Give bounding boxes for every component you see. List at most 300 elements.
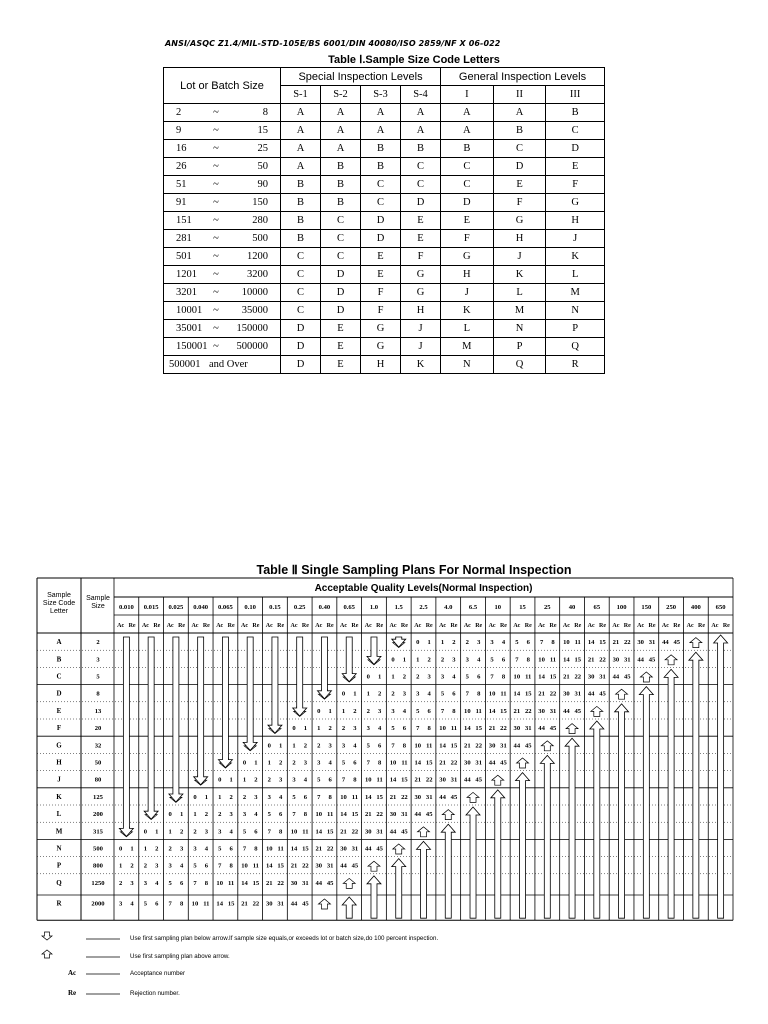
re-value: 11 <box>450 725 458 733</box>
code-letter-cell: D <box>441 194 494 212</box>
ac-value: 3 <box>317 759 321 767</box>
code-letter-cell: C <box>281 302 321 320</box>
re-value: 11 <box>203 900 210 908</box>
ac-value: 14 <box>216 900 224 908</box>
code-letter-cell: D <box>321 266 361 284</box>
code-letter-cell: D <box>493 158 546 176</box>
code-letter-cell: A <box>493 104 546 122</box>
lot-to: 3200 <box>247 269 268 280</box>
arrow-up-icon <box>392 859 406 919</box>
re-value: 22 <box>376 811 383 819</box>
code-letter-cell: P <box>546 320 605 338</box>
re-value: 4 <box>427 690 431 698</box>
re-value: 2 <box>402 673 407 681</box>
ac-value: 2 <box>465 639 469 647</box>
re-value: 4 <box>303 776 308 784</box>
ac-label: Ac <box>141 623 149 629</box>
arrow-up-icon <box>368 861 380 871</box>
arrow-up-icon <box>318 899 330 909</box>
ac-value: 5 <box>267 811 271 819</box>
ac-value: 7 <box>416 725 420 733</box>
ac-value: 1 <box>193 811 197 819</box>
lot-sep: ~ <box>213 323 219 334</box>
re-value: 11 <box>500 690 507 698</box>
re-value: 6 <box>204 862 209 870</box>
aql-label: 25 <box>544 604 551 611</box>
code-letter-cell: A <box>321 122 361 140</box>
re-value: 3 <box>130 879 134 887</box>
ac-value: 5 <box>515 639 519 647</box>
re-value: 6 <box>278 811 283 819</box>
aql-label: 6.5 <box>468 604 478 611</box>
ac-value: 30 <box>389 811 397 819</box>
ac-value: 5 <box>143 900 148 908</box>
re-value: 1 <box>278 742 283 750</box>
re-value: 45 <box>326 879 334 887</box>
ac-label: Ac <box>562 623 570 629</box>
lot-to: 35000 <box>241 305 268 316</box>
re-value: 1 <box>229 776 233 784</box>
code-letter-cell: K <box>401 356 441 374</box>
arrow-up-icon <box>714 635 728 918</box>
re-value: 1 <box>155 828 159 836</box>
re-value: 15 <box>549 673 557 681</box>
re-value: 1 <box>204 793 209 801</box>
re-label: Re <box>425 623 433 629</box>
sample-size: 80 <box>94 776 102 784</box>
lot-from: 2 <box>176 107 182 118</box>
re-value: 3 <box>155 862 159 870</box>
ac-value: 7 <box>292 811 296 819</box>
lot-sep: ~ <box>213 269 219 280</box>
code-letter-cell: E <box>493 176 546 194</box>
code-letter-cell: B <box>281 194 321 212</box>
standard-reference: ANSI/ASQC Z1.4/MIL-STD-105E/BS 6001/DIN 40080/ISO 2859/NF X 06-022 <box>165 39 501 48</box>
ac-value: 14 <box>513 690 521 698</box>
ac-value: 1 <box>292 742 296 750</box>
re-value: 8 <box>526 656 530 664</box>
re-label: Re <box>623 623 631 629</box>
re-value: 22 <box>450 759 458 767</box>
lot-from: 51 <box>176 179 187 190</box>
ac-value: 14 <box>464 725 471 733</box>
code-header: Letter <box>50 608 68 615</box>
re-value: 8 <box>303 811 308 819</box>
aql-label: 0.65 <box>343 604 355 611</box>
ac-label: Ac <box>315 623 323 629</box>
code-letter-cell: C <box>361 194 401 212</box>
code-letter-cell: G <box>361 320 401 338</box>
ac-value: 5 <box>391 725 395 733</box>
code-letter-cell: C <box>441 176 494 194</box>
code-letter-cell: J <box>401 338 441 356</box>
ac-value: 14 <box>538 673 545 681</box>
code-letter-cell: E <box>401 212 441 230</box>
lot-sep: ~ <box>213 341 219 352</box>
aql-label: 0.010 <box>118 604 134 611</box>
ac-value: 0 <box>292 725 296 733</box>
sample-size: 125 <box>93 793 103 801</box>
re-value: 6 <box>155 900 159 908</box>
lot-from: 151 <box>176 215 192 226</box>
arrow-up-icon <box>689 652 703 918</box>
ac-value: 21 <box>340 828 347 836</box>
re-value: 6 <box>179 879 184 887</box>
lot-to: 15 <box>257 125 268 136</box>
ac-value: 44 <box>587 690 595 698</box>
re-label: Re <box>326 623 334 629</box>
re-value: 3 <box>378 707 382 715</box>
re-value: 3 <box>204 828 209 836</box>
ac-label: Ac <box>340 623 348 629</box>
sample-size: 20 <box>94 725 102 733</box>
level-label: III <box>546 86 605 104</box>
arrow-down-icon <box>144 637 158 819</box>
lot-sep: ~ <box>213 143 219 154</box>
code-letter-cell: C <box>441 158 494 176</box>
aql-label: 2.5 <box>419 604 428 611</box>
code-letter: F <box>56 724 62 733</box>
re-value: 31 <box>302 879 309 887</box>
size-header: Size <box>91 603 105 610</box>
ac-value: 44 <box>488 759 496 767</box>
re-value: 31 <box>450 776 458 784</box>
ac-value: 21 <box>587 656 595 664</box>
code-letter-cell: A <box>401 122 441 140</box>
ac-value: 7 <box>515 656 519 664</box>
re-value: 11 <box>351 793 359 801</box>
ac-value: 2 <box>391 690 395 698</box>
ac-label: Ac <box>661 623 669 629</box>
sample-size: 2 <box>96 639 100 647</box>
re-value: 1 <box>402 656 407 664</box>
ac-value: 5 <box>366 742 370 750</box>
ac-value: 1 <box>341 707 346 715</box>
code-header: Sample <box>47 592 71 599</box>
re-value: 15 <box>425 759 433 767</box>
re-label: Re <box>673 623 681 629</box>
code-letter-cell: J <box>546 230 605 248</box>
lot-from: 91 <box>176 197 187 208</box>
ac-value: 2 <box>119 879 123 887</box>
re-value: 2 <box>353 707 357 715</box>
re-label: Re <box>376 623 384 629</box>
ac-value: 14 <box>241 879 248 887</box>
code-letter-cell: D <box>281 356 321 374</box>
ac-label: Ac <box>463 623 471 629</box>
re-value: 2 <box>155 845 159 853</box>
arrow-up-icon <box>541 741 553 751</box>
ac-value: 0 <box>143 828 148 836</box>
re-value: 6 <box>353 759 357 767</box>
code-letter-cell: N <box>546 302 605 320</box>
re-value: 8 <box>254 845 258 853</box>
arrow-up-icon <box>343 878 355 888</box>
re-value: 31 <box>500 742 507 750</box>
re-label: Re <box>475 623 483 629</box>
re-value: 4 <box>477 656 481 664</box>
arrow-down-icon <box>392 637 406 647</box>
code-letter: D <box>56 689 62 698</box>
ac-value: 3 <box>143 879 148 887</box>
ac-value: 14 <box>340 811 347 819</box>
ac-value: 44 <box>563 707 570 715</box>
lot-to: 150000 <box>236 323 268 334</box>
ac-value: 3 <box>440 673 445 681</box>
ac-value: 30 <box>637 639 644 647</box>
ac-value: 7 <box>242 845 247 853</box>
lot-from: 1201 <box>176 269 197 280</box>
ac-value: 2 <box>341 725 346 733</box>
code-letter-cell: A <box>281 122 321 140</box>
general-levels-header: General Inspection Levels <box>441 68 605 86</box>
code-letter-cell: J <box>493 248 546 266</box>
arrow-up-icon <box>467 792 479 802</box>
re-value: 2 <box>427 656 431 664</box>
ac-value: 44 <box>637 656 644 664</box>
ac-value: 2 <box>193 828 197 836</box>
ac-value: 7 <box>440 707 445 715</box>
ac-value: 3 <box>242 811 247 819</box>
ac-label: Ac <box>488 623 496 629</box>
ac-value: 14 <box>563 656 570 664</box>
re-value: 15 <box>326 828 334 836</box>
re-value: 8 <box>328 793 332 801</box>
re-value: 8 <box>204 879 209 887</box>
ac-value: 7 <box>168 900 172 908</box>
re-value: 15 <box>599 639 606 647</box>
ac-value: 2 <box>317 742 321 750</box>
re-value: 6 <box>254 828 258 836</box>
re-value: 8 <box>477 690 481 698</box>
arrow-down-icon <box>342 637 356 682</box>
aql-label: 15 <box>519 604 526 611</box>
code-letter-cell: D <box>321 302 361 320</box>
lot-sep: and Over <box>209 359 248 370</box>
code-letter-cell: E <box>321 356 361 374</box>
lot-sep: ~ <box>213 179 219 190</box>
code-letter-cell: C <box>361 176 401 194</box>
ac-label: Ac <box>439 623 447 629</box>
sample-size: 8 <box>96 690 100 698</box>
table2-title: Table Ⅱ Single Sampling Plans For Normal Inspection <box>256 563 572 577</box>
re-value: 45 <box>425 811 433 819</box>
ac-value: 14 <box>414 759 422 767</box>
re-value: 1 <box>130 845 134 853</box>
aql-label: 400 <box>690 604 701 611</box>
ac-value: 30 <box>340 845 347 853</box>
ac-value: 0 <box>193 793 197 801</box>
code-letter-cell: D <box>361 212 401 230</box>
re-value: 45 <box>524 742 532 750</box>
ac-value: 44 <box>612 673 620 681</box>
re-value: 8 <box>402 742 407 750</box>
re-label: Re <box>524 623 532 629</box>
sample-size: 32 <box>94 742 102 750</box>
ac-value: 5 <box>317 776 321 784</box>
re-value: 4 <box>328 759 332 767</box>
code-letter-cell: C <box>321 212 361 230</box>
sample-size: 800 <box>93 862 103 870</box>
ac-value: 21 <box>464 742 471 750</box>
code-letter-cell: C <box>546 122 605 140</box>
re-value: 3 <box>179 845 184 853</box>
code-letter: B <box>56 655 62 664</box>
legend-text: Use first sampling plan below arrow.If sample size equals,or exceeds lot or batch size,do 100 percent inspection. <box>130 935 439 942</box>
arrow-down-icon <box>268 637 282 733</box>
legend-text: Acceptance number <box>130 970 186 977</box>
re-value: 1 <box>427 639 431 647</box>
arrow-down-icon <box>293 637 307 716</box>
re-value: 3 <box>452 656 456 664</box>
re-value: 1 <box>353 690 357 698</box>
re-value: 11 <box>302 828 309 836</box>
re-value: 15 <box>302 845 309 853</box>
re-value: 22 <box>277 879 284 887</box>
ac-value: 10 <box>538 656 545 664</box>
ac-value: 30 <box>563 690 570 698</box>
ac-value: 3 <box>218 828 222 836</box>
ac-value: 30 <box>364 828 372 836</box>
ac-value: 5 <box>168 879 172 887</box>
ac-value: 21 <box>488 725 496 733</box>
code-letter-cell: J <box>401 320 441 338</box>
ac-value: 44 <box>538 725 545 733</box>
code-letter: H <box>56 758 62 767</box>
re-value: 6 <box>477 673 481 681</box>
arrow-up-icon <box>342 897 356 918</box>
ac-value: 21 <box>315 845 323 853</box>
re-value: 15 <box>524 690 532 698</box>
code-letter-cell: H <box>493 230 546 248</box>
ac-value: 21 <box>290 862 298 870</box>
ac-value: 10 <box>241 862 248 870</box>
code-letter-cell: A <box>281 104 321 122</box>
arrow-up-icon <box>367 876 381 918</box>
code-letter-cell: D <box>281 320 321 338</box>
ac-value: 21 <box>513 707 521 715</box>
arrow-up-icon <box>393 844 405 854</box>
level-label: S-4 <box>401 86 441 104</box>
ac-value: 10 <box>216 879 224 887</box>
code-letter-cell: A <box>361 122 401 140</box>
arrow-down-icon <box>218 637 232 768</box>
ac-value: 44 <box>315 879 323 887</box>
code-letter-cell: A <box>281 140 321 158</box>
code-letter-cell: C <box>401 158 441 176</box>
re-value: 6 <box>328 776 332 784</box>
re-value: 11 <box>574 639 581 647</box>
ac-value: 44 <box>364 845 372 853</box>
ac-value: 30 <box>315 862 323 870</box>
ac-value: 3 <box>416 690 420 698</box>
code-letter-cell: C <box>281 248 321 266</box>
code-letter-cell: E <box>546 158 605 176</box>
lot-to: 8 <box>262 107 268 118</box>
ac-label: Ac <box>612 623 620 629</box>
re-value: 11 <box>376 776 383 784</box>
code-letter-cell: M <box>546 284 605 302</box>
re-label: Re <box>202 623 210 629</box>
ac-value: 14 <box>364 793 372 801</box>
code-letter-cell: M <box>441 338 494 356</box>
ac-value: 14 <box>389 776 397 784</box>
legend-symbol: Re <box>68 989 77 997</box>
re-value: 31 <box>648 639 656 647</box>
sample-size: 315 <box>93 828 103 836</box>
code-letter-cell: B <box>361 158 401 176</box>
re-label: Re <box>698 623 706 629</box>
re-value: 31 <box>549 707 557 715</box>
ac-label: Ac <box>686 623 694 629</box>
code-letter-cell: R <box>546 356 605 374</box>
ac-value: 30 <box>439 776 446 784</box>
code-letter: E <box>56 706 62 715</box>
re-value: 22 <box>623 639 631 647</box>
code-letter-cell: H <box>361 356 401 374</box>
code-letter: M <box>55 827 63 836</box>
code-letter: A <box>56 638 62 647</box>
code-letter-cell: E <box>361 248 401 266</box>
lot-from: 26 <box>176 161 187 172</box>
arrow-up-icon <box>664 669 678 918</box>
code-letter-cell: D <box>361 230 401 248</box>
code-letter-cell: G <box>361 338 401 356</box>
re-value: 31 <box>524 725 532 733</box>
ac-value: 10 <box>414 742 422 750</box>
ac-value: 3 <box>341 742 346 750</box>
code-letter-cell: B <box>321 194 361 212</box>
aql-header: Acceptable Quality Levels(Normal Inspection) <box>314 583 533 594</box>
re-value: 45 <box>599 690 606 698</box>
re-value: 1 <box>303 725 308 733</box>
re-value: 22 <box>524 707 532 715</box>
re-value: 8 <box>452 707 456 715</box>
ac-value: 21 <box>364 811 372 819</box>
re-value: 45 <box>574 707 582 715</box>
re-value: 6 <box>378 742 382 750</box>
re-value: 4 <box>278 793 283 801</box>
code-letter-cell: A <box>441 122 494 140</box>
code-letter-cell: C <box>401 176 441 194</box>
ac-label: Ac <box>513 623 521 629</box>
re-value: 8 <box>179 900 184 908</box>
ac-label: Ac <box>364 623 372 629</box>
ac-value: 0 <box>391 656 395 664</box>
lot-from: 500001 <box>169 359 201 370</box>
ac-value: 0 <box>119 845 123 853</box>
ac-value: 1 <box>218 793 222 801</box>
ac-value: 30 <box>290 879 298 887</box>
re-value: 8 <box>501 673 506 681</box>
ac-value: 2 <box>366 707 370 715</box>
ac-value: 10 <box>563 639 570 647</box>
aql-label: 650 <box>715 604 726 611</box>
sample-size: 50 <box>94 759 102 767</box>
code-letter-cell: B <box>281 212 321 230</box>
re-value: 8 <box>551 639 555 647</box>
ac-value: 0 <box>242 759 247 767</box>
arrow-down-icon <box>169 637 183 802</box>
code-letter-cell: E <box>441 212 494 230</box>
re-value: 45 <box>623 673 631 681</box>
sample-size: 5 <box>96 673 100 681</box>
re-label: Re <box>227 623 235 629</box>
code-letter: K <box>56 792 62 801</box>
ac-value: 7 <box>341 776 346 784</box>
re-value: 45 <box>450 793 458 801</box>
re-value: 2 <box>229 793 233 801</box>
